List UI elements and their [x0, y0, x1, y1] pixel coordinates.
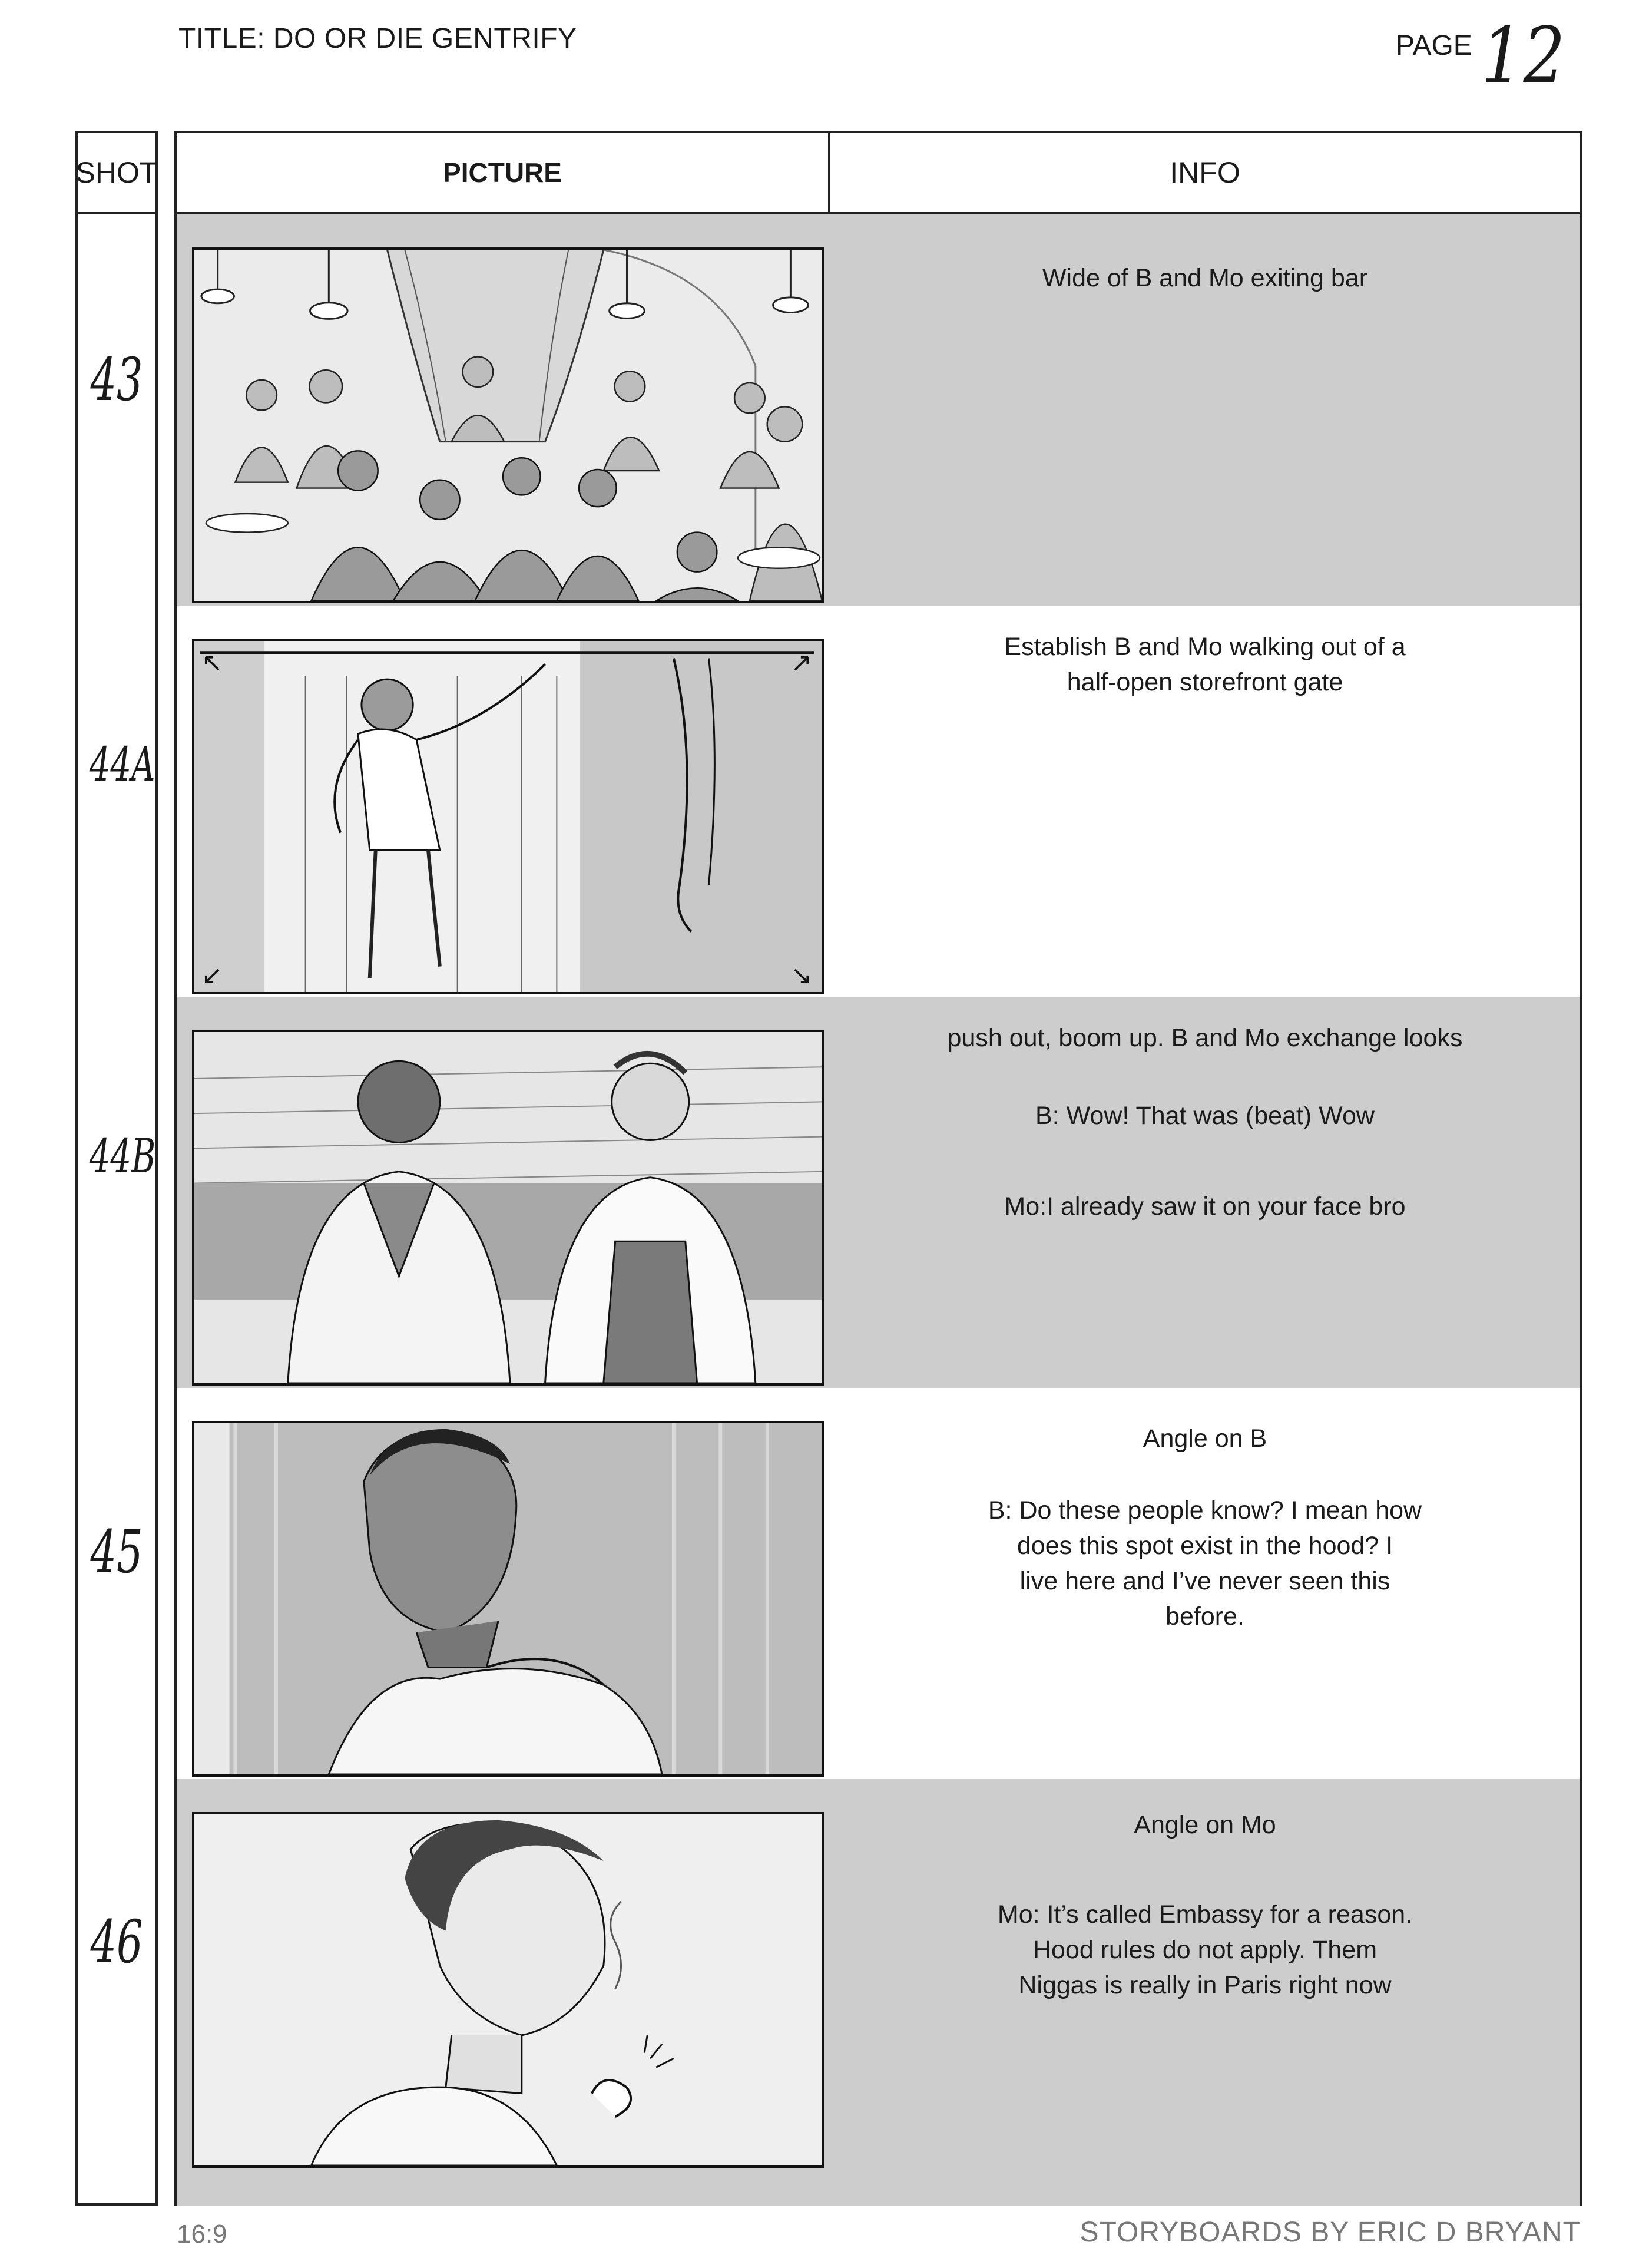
shot-row-44a [177, 606, 1580, 997]
info-45-line-1: Angle on B [1143, 1424, 1267, 1453]
info-45-line-5: before. [1165, 1602, 1244, 1631]
shot-header: SHOT [78, 133, 155, 214]
shot-number-43: 43 [90, 345, 143, 414]
info-46-line-3: Hood rules do not apply. Them [1032, 1936, 1378, 1964]
aspect-ratio-label: 16:9 [177, 2220, 227, 2249]
page-number: 12 [1481, 11, 1565, 101]
info-45-line-3: does this spot exist in the hood? I [1016, 1532, 1393, 1560]
info-46 [830, 1807, 1580, 2003]
info-43 [830, 260, 1580, 296]
shot-column [75, 131, 158, 2206]
info-46-line-2: Mo: It’s called Embassy for a reason. [997, 1900, 1413, 1929]
info-44a-line-1: Establish B and Mo walking out of a [1004, 633, 1406, 661]
shot-row-43 [177, 214, 1580, 606]
panel-44a-gate-sketch [192, 639, 824, 994]
info-44b-line-1: push out, boom up. B and Mo exchange looks [947, 1024, 1463, 1052]
storyboard-table [174, 131, 1582, 2206]
shot-row-44b [177, 997, 1580, 1388]
info-44a [830, 629, 1580, 700]
storyboard-credit: STORYBOARDS BY ERIC D BRYANT [1080, 2217, 1581, 2248]
info-45-line-2: B: Do these people know? I mean how [988, 1496, 1422, 1525]
svg-text:↘: ↘ [790, 961, 812, 991]
panel-45-angle-on-b-sketch [192, 1421, 824, 1777]
picture-header: PICTURE [177, 133, 830, 212]
info-44b [830, 1020, 1580, 1224]
shot-number-44a: 44A [89, 737, 155, 792]
svg-text:↙: ↙ [201, 961, 223, 991]
panel-46-angle-on-mo-sketch [192, 1812, 824, 2168]
info-45-line-4: live here and I’ve never seen this [1019, 1567, 1390, 1595]
info-44a-line-2: half-open storefront gate [1067, 668, 1343, 696]
panel-44b-exchange-looks-sketch [192, 1030, 824, 1386]
info-44b-line-3: Mo:I already saw it on your face bro [1004, 1192, 1406, 1221]
panel-43-bar-crowd-sketch [192, 247, 824, 603]
info-46-line-4: Niggas is really in Paris right now [1018, 1971, 1392, 1999]
shot-number-46: 46 [90, 1907, 143, 1976]
info-46-line-1: Angle on Mo [1134, 1811, 1276, 1839]
svg-text:↗: ↗ [790, 648, 812, 678]
info-45 [830, 1421, 1580, 1634]
shot-row-46 [177, 1779, 1580, 2206]
info-44b-line-2: B: Wow! That was (beat) Wow [1035, 1102, 1375, 1130]
storyboard-title: TITLE: DO OR DIE GENTRIFY [178, 23, 577, 54]
shot-row-45 [177, 1388, 1580, 1779]
shot-number-45: 45 [90, 1517, 143, 1586]
shot-number-44b: 44B [89, 1129, 156, 1183]
svg-text:↖: ↖ [201, 648, 223, 678]
info-43-line-1: Wide of B and Mo exiting bar [1042, 264, 1368, 292]
info-header: INFO [1170, 156, 1240, 189]
page-label: PAGE [1396, 30, 1472, 61]
table-header [177, 133, 1580, 214]
